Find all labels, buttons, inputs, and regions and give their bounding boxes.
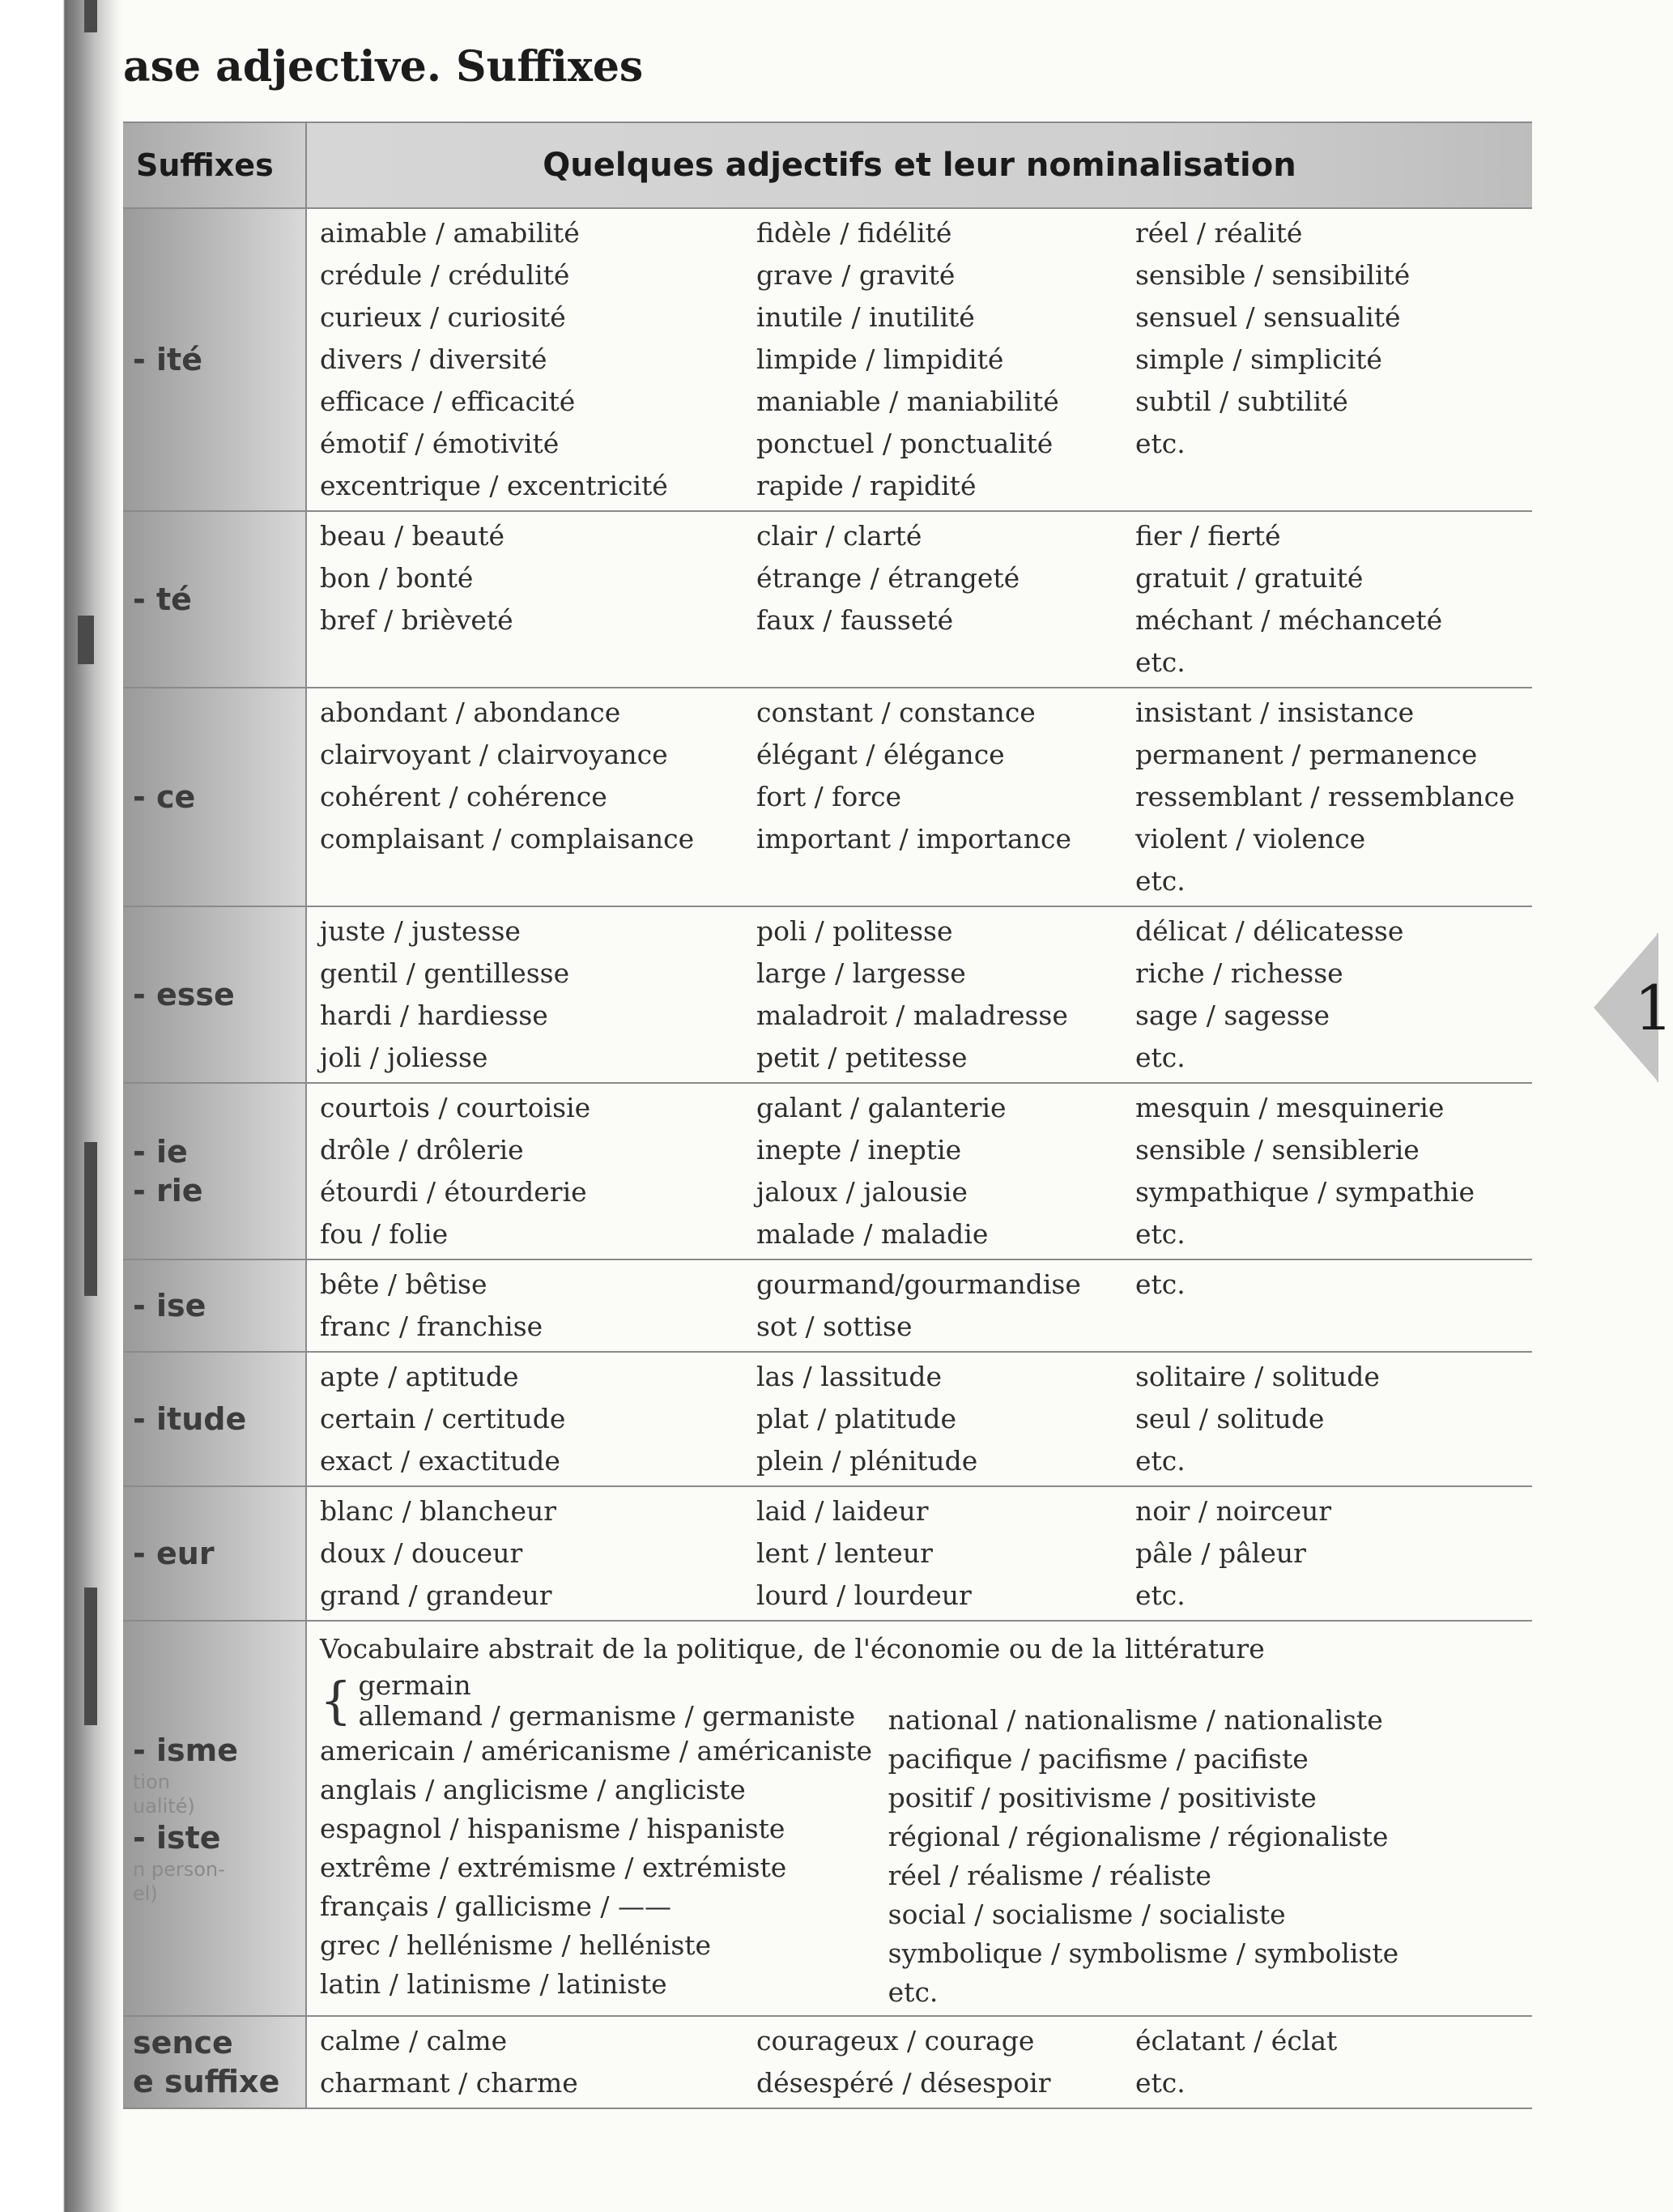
suffix-label: - ité (133, 342, 202, 377)
word-pair: poli / politesse (756, 915, 953, 947)
word-pair: certain / certitude (320, 1403, 566, 1434)
word-column (1122, 906, 1532, 1083)
word-pair: divers / diversité (320, 343, 547, 375)
suffix-label: - ce (133, 779, 196, 815)
brace-lines (358, 1670, 855, 1732)
isme-left-column (307, 1670, 888, 2012)
word-pair: etc. (888, 1976, 939, 2008)
word-pair: americain / américanisme / américaniste (320, 1735, 873, 1767)
word-pair: gourmand/gourmandise (756, 1268, 1081, 1300)
word-pair: national / nationalisme / nationaliste (888, 1704, 1383, 1736)
word-pair: élégant / élégance (756, 739, 1005, 770)
suffix-label: e suffixe (133, 2064, 280, 2099)
word-column (306, 1259, 743, 1352)
suffix-cell (123, 1352, 306, 1486)
word-pair: limpide / limpidité (756, 343, 1004, 375)
isme-left-list (320, 1732, 888, 2004)
word-column (743, 2016, 1122, 2108)
chapter-tab-number: 1 (1634, 972, 1673, 1044)
word-pair: fier / fierté (1135, 520, 1281, 552)
table-row (123, 688, 1532, 906)
word-pair: bref / brièveté (320, 604, 513, 636)
word-pair: courageux / courage (756, 2025, 1035, 2056)
word-pair: hardi / hardiesse (320, 999, 548, 1031)
suffix-label: - té (133, 582, 192, 617)
word-pair: réel / réalité (1135, 217, 1303, 249)
word-pair: lourd / lourdeur (756, 1579, 972, 1611)
word-pair: désespéré / désespoir (756, 2067, 1051, 2099)
spine-mark (78, 616, 94, 664)
word-pair: drôle / drôlerie (320, 1134, 524, 1166)
word-pair: blanc / blancheur (320, 1495, 557, 1527)
word-pair: clair / clarté (756, 520, 922, 552)
word-pair: maniable / maniabilité (756, 386, 1059, 417)
word-pair: inepte / ineptie (756, 1134, 962, 1166)
isme-intro: Vocabulaire abstrait de la politique, de l'économie ou de la littérature (320, 1633, 1265, 1664)
word-pair: anglais / anglicisme / angliciste (320, 1774, 746, 1805)
word-column (743, 688, 1122, 906)
word-column (743, 1486, 1122, 1621)
table-row (123, 1083, 1532, 1259)
table-row (123, 1352, 1532, 1486)
word-pair: joli / joliesse (320, 1042, 488, 1073)
word-column (1122, 511, 1532, 688)
word-pair: laid / laideur (756, 1495, 929, 1527)
word-pair: gratuit / gratuité (1135, 562, 1364, 594)
word-pair: éclatant / éclat (1135, 2025, 1338, 2056)
word-pair: riche / richesse (1135, 957, 1343, 989)
table-row (123, 1486, 1532, 1621)
word-column (1122, 2016, 1532, 2108)
word-column (743, 1352, 1122, 1486)
isme-right-column (888, 1670, 1532, 2012)
suffix-cell (123, 2016, 306, 2108)
word-pair: méchant / méchanceté (1135, 604, 1443, 636)
word-column (743, 1259, 1122, 1352)
brace-icon: { (320, 1671, 352, 1730)
word-column (743, 906, 1122, 1083)
suffix-label: - iste (133, 1820, 221, 1856)
suffix-cell (123, 1621, 306, 2016)
word-pair: sensuel / sensualité (1135, 301, 1401, 333)
word-pair: etc. (1135, 646, 1186, 678)
table-row (123, 2016, 1532, 2108)
word-pair: juste / justesse (320, 915, 521, 947)
word-pair: las / lassitude (756, 1361, 943, 1392)
word-column (1122, 208, 1532, 511)
word-column (743, 1083, 1122, 1259)
word-pair: émotif / émotivité (320, 428, 560, 459)
word-column (1122, 688, 1532, 906)
word-pair: grec / hellénisme / helléniste (320, 1929, 712, 1961)
word-column (306, 1352, 743, 1486)
word-column (743, 208, 1122, 511)
word-pair: violent / violence (1135, 823, 1366, 855)
table-row (123, 208, 1532, 511)
word-pair: délicat / délicatesse (1135, 915, 1404, 947)
word-pair: noir / noirceur (1135, 1495, 1332, 1527)
word-column (743, 511, 1122, 688)
word-column (1122, 1352, 1532, 1486)
suffix-label: - ise (133, 1288, 206, 1323)
word-pair: pacifique / pacifisme / pacifiste (888, 1743, 1309, 1775)
word-pair: rapide / rapidité (756, 470, 977, 501)
table-row (123, 906, 1532, 1083)
suffix-label: - rie (133, 1173, 203, 1208)
word-pair: etc. (1135, 1268, 1186, 1300)
table-row (123, 511, 1532, 688)
suffix-note: tion (133, 1771, 170, 1793)
word-pair: etc. (1135, 865, 1186, 897)
word-pair: important / importance (756, 823, 1071, 855)
table-row (123, 1621, 1532, 2016)
word-pair: simple / simplicité (1135, 343, 1382, 375)
word-pair: gentil / gentillesse (320, 957, 570, 989)
word-pair: etc. (1135, 1042, 1186, 1073)
word-pair: calme / calme (320, 2025, 508, 2056)
word-pair: pâle / pâleur (1135, 1537, 1306, 1569)
word-pair: germain (358, 1669, 471, 1701)
word-column (1122, 1486, 1532, 1621)
word-pair: bon / bonté (320, 562, 474, 594)
word-column (1122, 1083, 1532, 1259)
suffix-note: ualité) (133, 1795, 195, 1818)
word-pair: etc. (1135, 1579, 1186, 1611)
suffix-note: n person- (133, 1858, 225, 1881)
suffix-label: - itude (133, 1401, 247, 1437)
word-pair: abondant / abondance (320, 697, 621, 728)
word-pair: seul / solitude (1135, 1403, 1325, 1434)
table-row (123, 1259, 1532, 1352)
word-pair: régional / régionalisme / régionaliste (888, 1821, 1389, 1852)
word-pair: extrême / extrémisme / extrémiste (320, 1852, 787, 1883)
word-column (306, 511, 743, 688)
word-pair: sage / sagesse (1135, 999, 1330, 1031)
isme-right-list (888, 1701, 1532, 2012)
word-pair: apte / aptitude (320, 1361, 519, 1392)
word-pair: complaisant / complaisance (320, 823, 695, 855)
word-column (306, 208, 743, 511)
brace-group (320, 1670, 888, 1732)
word-pair: charmant / charme (320, 2067, 578, 2099)
word-pair: solitaire / solitude (1135, 1361, 1380, 1392)
suffix-cell (123, 688, 306, 906)
word-pair: etc. (1135, 1218, 1186, 1250)
suffix-cell (123, 1259, 306, 1352)
word-column (306, 2016, 743, 2108)
word-pair: faux / fausseté (756, 604, 954, 636)
word-pair: maladroit / maladresse (756, 999, 1068, 1031)
suffix-column-header: Suffixes (123, 122, 306, 208)
word-pair: excentrique / excentricité (320, 470, 668, 501)
word-pair: réel / réalisme / réaliste (888, 1860, 1211, 1891)
word-pair: large / largesse (756, 957, 966, 989)
suffix-cell (123, 208, 306, 511)
word-pair: exact / exactitude (320, 1445, 560, 1477)
word-pair: fort / force (756, 781, 902, 812)
suffix-label: - ie (133, 1134, 188, 1170)
word-pair: permanent / permanence (1135, 739, 1478, 770)
word-pair: fidèle / fidélité (756, 217, 952, 249)
word-pair: français / gallicisme / —— (320, 1890, 672, 1922)
table-title: Quelques adjectifs et leur nominalisation (306, 122, 1532, 208)
word-pair: sympathique / sympathie (1135, 1176, 1475, 1208)
word-column (306, 1083, 743, 1259)
spine-mark (84, 0, 97, 32)
word-pair: espagnol / hispanisme / hispaniste (320, 1813, 785, 1844)
word-pair: etc. (1135, 428, 1186, 459)
word-column (306, 1486, 743, 1621)
word-pair: fou / folie (320, 1218, 449, 1250)
page-title: ase adjective. Suffixes (123, 42, 644, 92)
word-pair: social / socialisme / socialiste (888, 1899, 1286, 1930)
word-pair: grand / grandeur (320, 1579, 552, 1611)
suffix-label: sence (133, 2025, 233, 2061)
word-column (306, 906, 743, 1083)
word-pair: etc. (1135, 2067, 1186, 2099)
word-pair: allemand / germanisme / germaniste (358, 1700, 856, 1732)
word-pair: mesquin / mesquinerie (1135, 1092, 1445, 1123)
suffix-table (123, 121, 1532, 2109)
word-pair: grave / gravité (756, 259, 956, 291)
word-pair: ressemblant / ressemblance (1135, 781, 1515, 812)
word-pair: sensible / sensiblerie (1135, 1134, 1420, 1166)
suffix-cell (123, 511, 306, 688)
word-pair: clairvoyant / clairvoyance (320, 739, 668, 770)
suffix-label: - esse (133, 977, 235, 1012)
suffix-cell (123, 906, 306, 1083)
word-pair: jaloux / jalousie (756, 1176, 968, 1208)
book-spine (0, 0, 121, 2212)
word-pair: efficace / efficacité (320, 386, 576, 417)
table-header-row (123, 122, 1532, 208)
word-pair: franc / franchise (320, 1311, 543, 1342)
word-pair: cohérent / cohérence (320, 781, 607, 812)
word-pair: positif / positivisme / positiviste (888, 1782, 1317, 1813)
word-pair: subtil / subtilité (1135, 386, 1348, 417)
word-pair: bête / bêtise (320, 1268, 487, 1300)
word-pair: étrange / étrangeté (756, 562, 1020, 594)
word-pair: aimable / amabilité (320, 217, 580, 249)
isme-columns (307, 1670, 1532, 2012)
word-pair: lent / lenteur (756, 1537, 933, 1569)
word-pair: ponctuel / ponctualité (756, 428, 1054, 459)
spine-mark (84, 1588, 97, 1725)
word-pair: malade / maladie (756, 1218, 989, 1250)
word-pair: beau / beauté (320, 520, 505, 552)
word-pair: galant / galanterie (756, 1092, 1007, 1123)
suffix-label: - eur (133, 1536, 215, 1571)
word-pair: inutile / inutilité (756, 301, 975, 333)
word-pair: sot / sottise (756, 1311, 913, 1342)
word-pair: crédule / crédulité (320, 259, 570, 291)
word-pair: latin / latinisme / latiniste (320, 1968, 667, 2000)
suffix-note: el) (133, 1882, 158, 1905)
word-pair: plat / platitude (756, 1403, 957, 1434)
isme-cell (306, 1621, 1532, 2016)
suffix-cell (123, 1486, 306, 1621)
word-pair: sensible / sensibilité (1135, 259, 1411, 291)
word-pair: doux / douceur (320, 1537, 523, 1569)
word-column (1122, 1259, 1532, 1352)
suffix-label: - isme (133, 1733, 239, 1768)
word-pair: constant / constance (756, 697, 1036, 728)
word-pair: plein / plénitude (756, 1445, 978, 1477)
word-pair: symbolique / symbolisme / symboliste (888, 1937, 1399, 1969)
word-column (306, 688, 743, 906)
word-pair: étourdi / étourderie (320, 1176, 587, 1208)
word-pair: courtois / courtoisie (320, 1092, 591, 1123)
spine-mark (84, 1142, 97, 1296)
word-pair: insistant / insistance (1135, 697, 1415, 728)
word-pair: petit / petitesse (756, 1042, 968, 1073)
word-pair: etc. (1135, 1445, 1186, 1477)
suffix-cell (123, 1083, 306, 1259)
word-pair: curieux / curiosité (320, 301, 566, 333)
